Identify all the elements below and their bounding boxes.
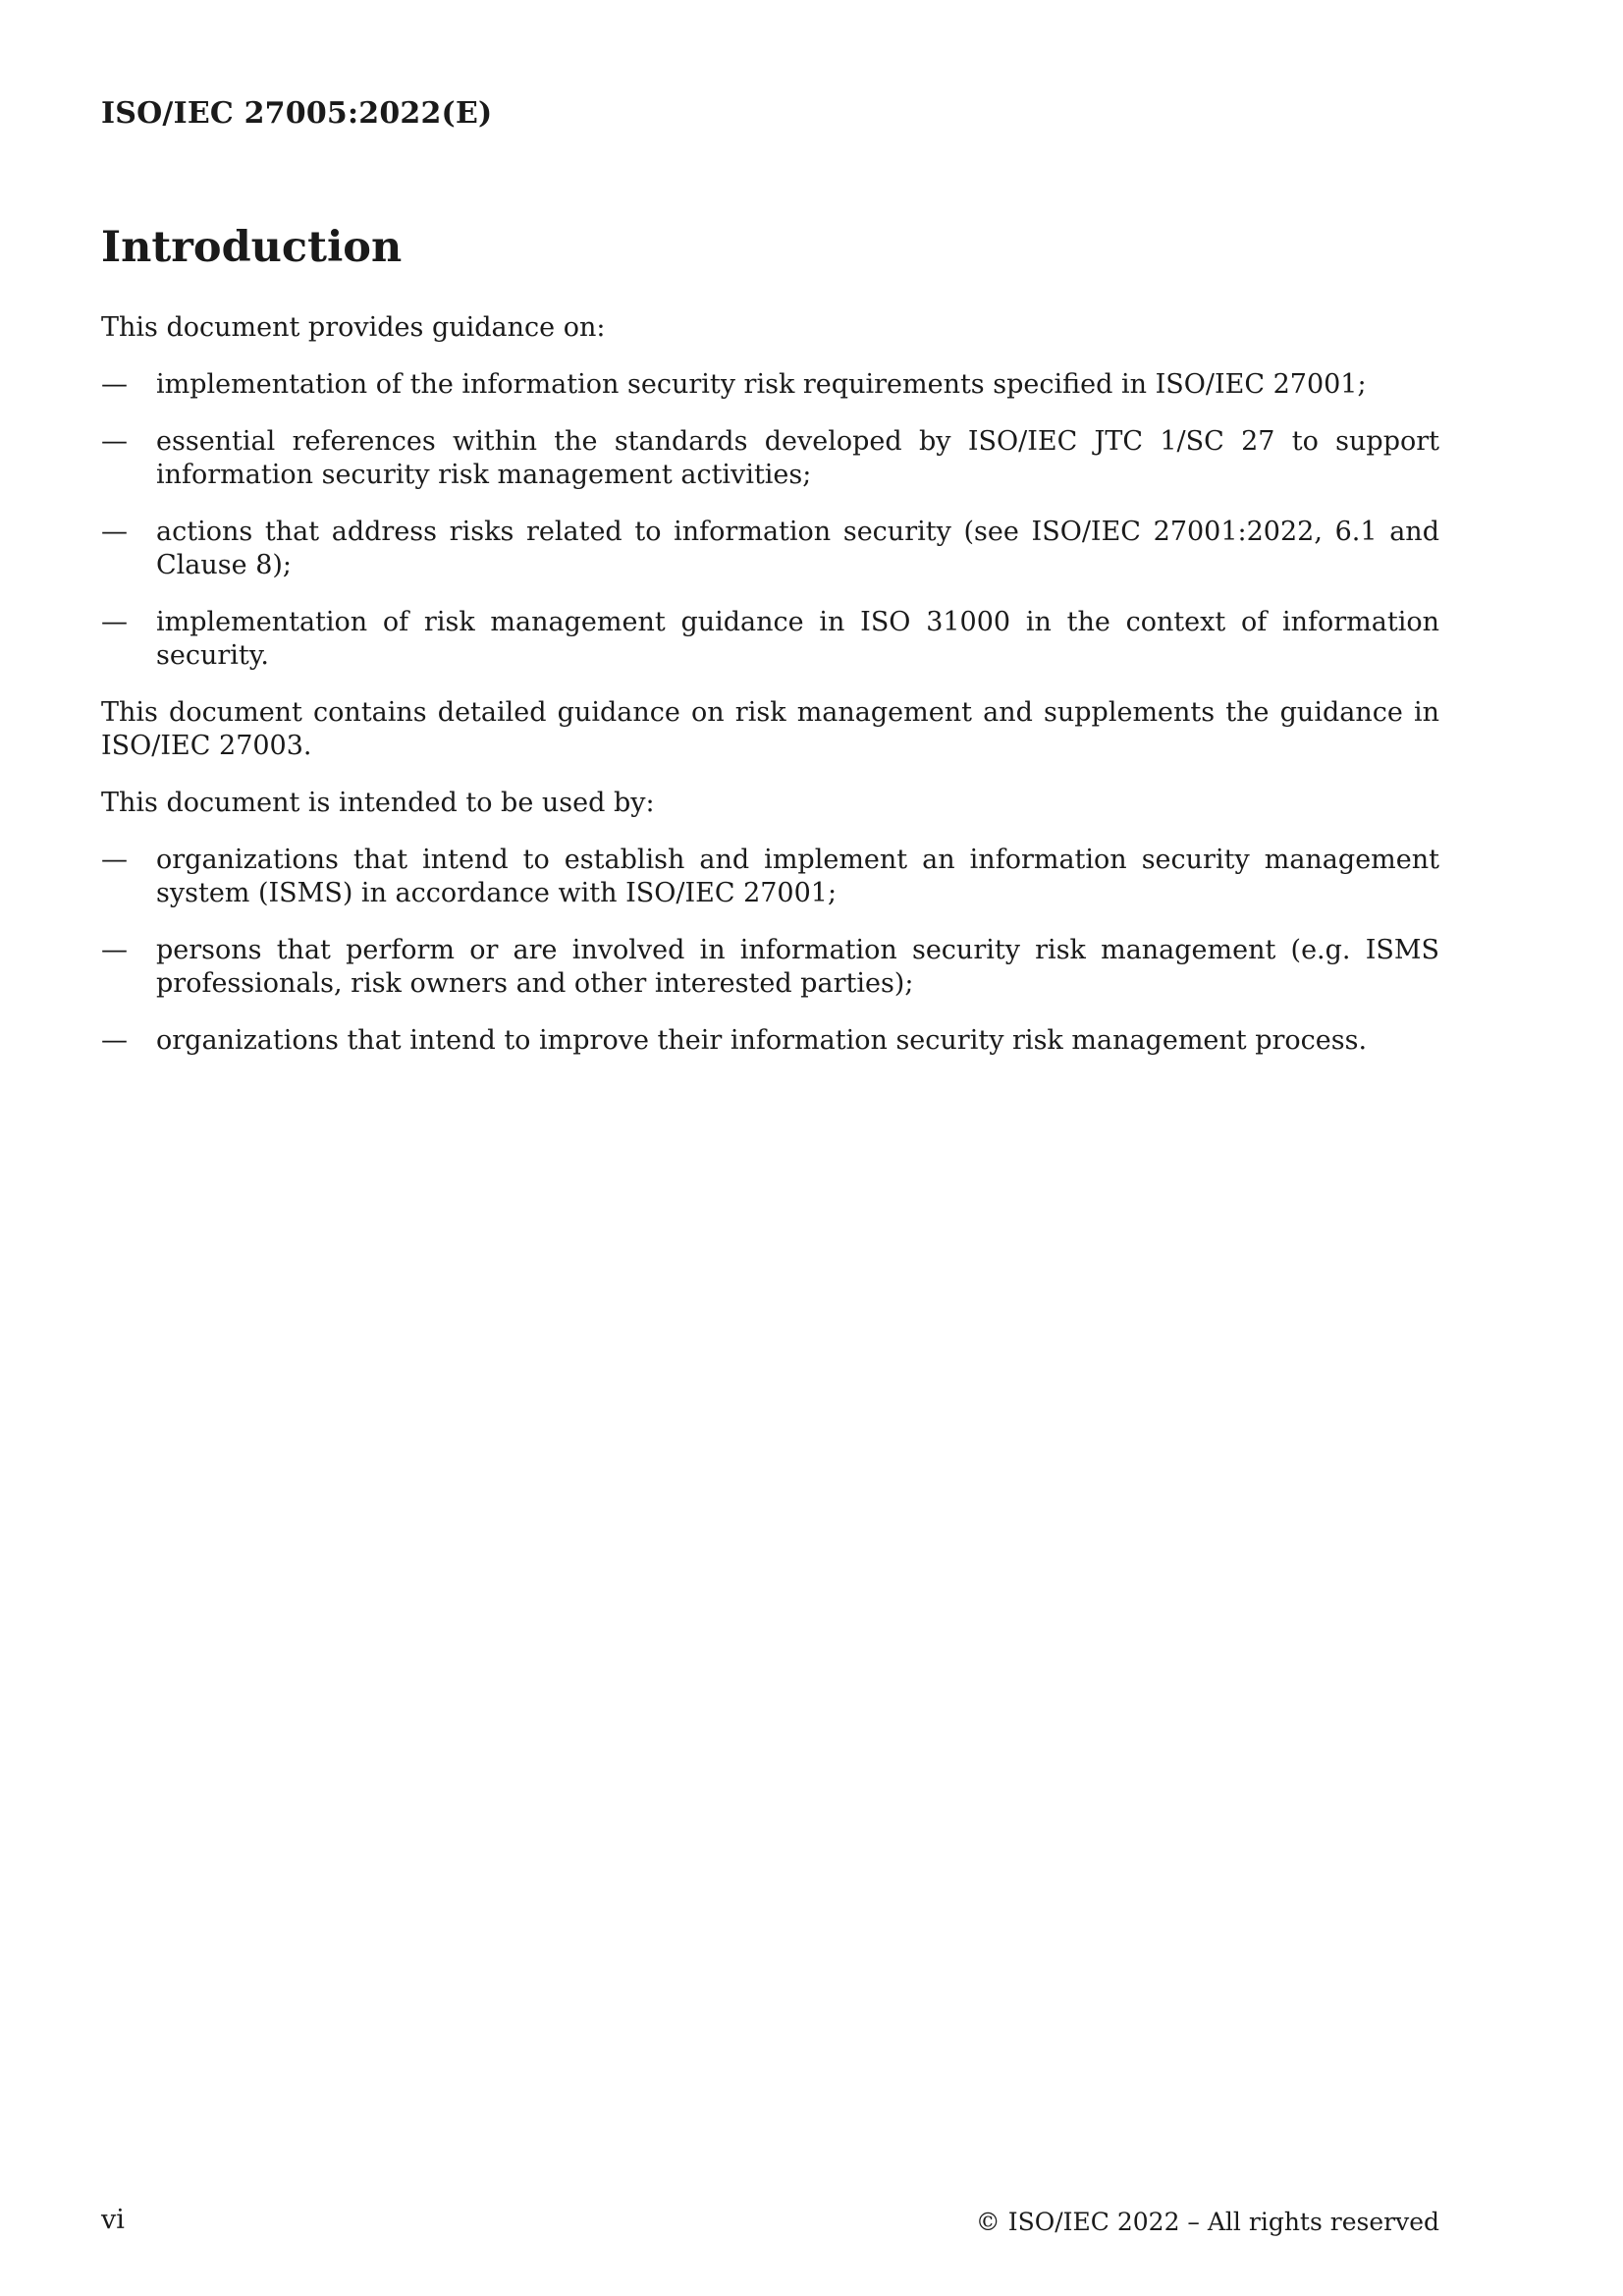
page-number: vi — [101, 2205, 125, 2235]
list-item — [101, 606, 1439, 673]
dash-bullet: — — [101, 845, 128, 876]
list-item-text: essential references within the standards developed by ISO/IEC JTC 1/SC 27 to support information security risk management activities; — [156, 426, 1439, 491]
page-content — [101, 224, 1439, 1081]
document-id-header: ISO/IEC 27005:2022(E) — [101, 96, 493, 131]
dash-bullet: — — [101, 1025, 128, 1057]
list-item — [101, 368, 1439, 402]
list-item — [101, 1024, 1439, 1058]
list-item — [101, 934, 1439, 1001]
dash-bullet: — — [101, 426, 128, 458]
guidance-list — [101, 368, 1439, 673]
list-item — [101, 516, 1439, 582]
dash-bullet: — — [101, 517, 128, 548]
list-item-text: implementation of the information security risk requirements specified in ISO/IEC 27001; — [156, 369, 1367, 401]
dash-bullet: — — [101, 369, 128, 401]
list-item — [101, 425, 1439, 492]
list-item-text: persons that perform or are involved in information security risk management (e.g. ISMS professionals, risk owners and other interested parties); — [156, 935, 1439, 1000]
list-item-text: organizations that intend to establish and implement an information security management system (ISMS) in accordance with ISO/IEC 27001; — [156, 845, 1439, 909]
users-list — [101, 844, 1439, 1058]
dash-bullet: — — [101, 607, 128, 638]
copyright-notice: © ISO/IEC 2022 – All rights reserved — [975, 2208, 1439, 2236]
list-item-text: actions that address risks related to information security (see ISO/IEC 27001:2022, 6.1 and Clause 8); — [156, 517, 1439, 581]
list-item-text: implementation of risk management guidance in ISO 31000 in the context of information security. — [156, 607, 1439, 672]
section-title: Introduction — [101, 223, 403, 272]
list-item — [101, 844, 1439, 910]
guidance-intro: This document provides guidance on: — [101, 312, 606, 344]
detail-paragraph: This document contains detailed guidance on risk management and supplements the guidance in ISO/IEC 27003. — [101, 697, 1439, 762]
users-intro: This document is intended to be used by: — [101, 788, 655, 819]
list-item-text: organizations that intend to improve their information security risk management process. — [156, 1025, 1368, 1057]
dash-bullet: — — [101, 935, 128, 966]
